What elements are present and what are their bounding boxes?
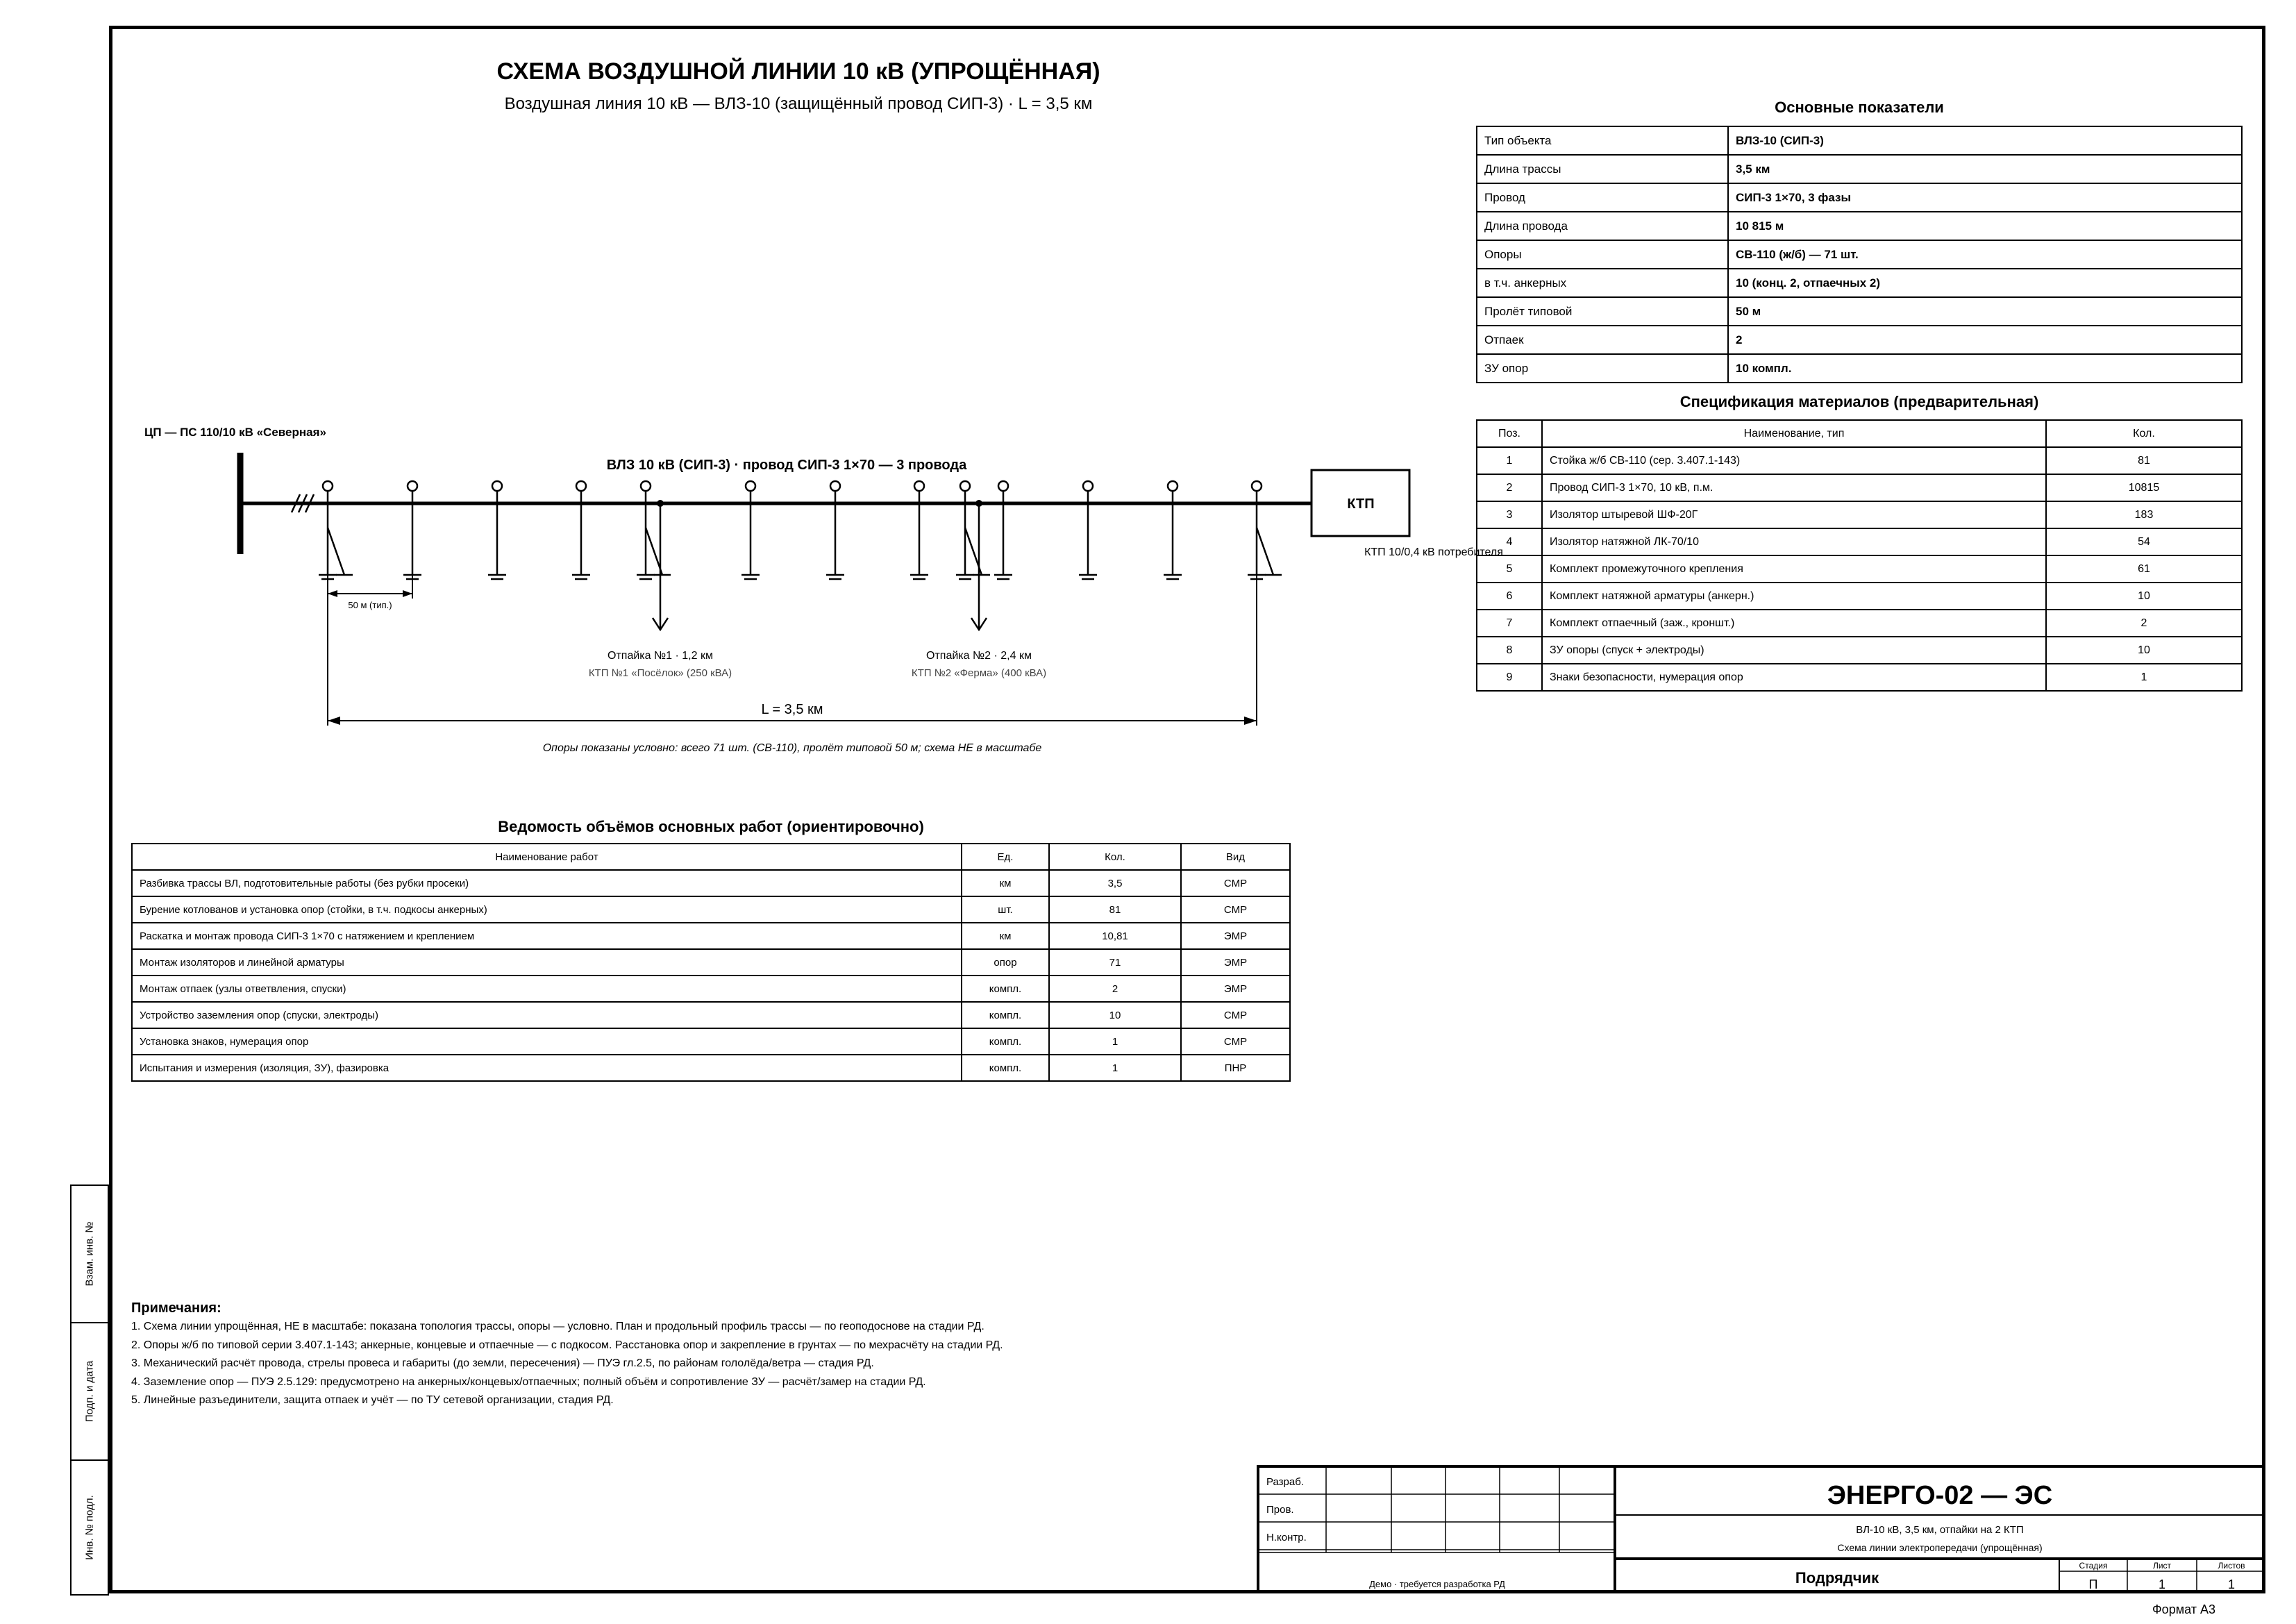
spec-qty: 10: [2046, 637, 2242, 664]
indicator-value: СИП-3 1×70, 3 фазы: [1728, 183, 2242, 212]
spec-row: [1477, 528, 2242, 555]
works-qty: 71: [1049, 949, 1181, 976]
spec-name: ЗУ опоры (спуск + электроды): [1542, 637, 2046, 664]
works-name: Испытания и измерения (изоляция, ЗУ), фазировка: [132, 1055, 962, 1081]
works-qty: 3,5: [1049, 870, 1181, 896]
dim-arrow-right: [1244, 717, 1257, 725]
spec-title: Спецификация материалов (предварительная): [1679, 393, 2039, 410]
spec-row: [1477, 501, 2242, 528]
spec-row: [1477, 583, 2242, 610]
anchor-pole: [956, 481, 990, 579]
works-name: Раскатка и монтаж провода СИП-3 1×70 с натяжением и креплением: [132, 923, 962, 949]
spec-name: Комплект отпаечный (заж., кроншт.): [1542, 610, 2046, 637]
side-label-sign: Подп. и дата: [83, 1360, 96, 1423]
pole: [1079, 481, 1097, 579]
works-table: [131, 843, 1291, 1082]
span-arrow-left: [328, 590, 337, 597]
spec-qty: 1: [2046, 664, 2242, 691]
works-row: [132, 976, 1290, 1002]
stamp-org: Подрядчик: [1795, 1569, 1879, 1587]
indicator-key: Тип объекта: [1477, 126, 1728, 155]
branch1-node: [657, 500, 664, 507]
side-cell-sign: [72, 1323, 108, 1461]
spec-row: [1477, 637, 2242, 664]
stamp-demo: Демо · требуется разработка РД: [1369, 1579, 1505, 1589]
spec-pos: 5: [1477, 555, 1542, 583]
works-name: Бурение котлованов и установка опор (стойки, в т.ч. подкосы анкерных): [132, 896, 962, 923]
works-row: [132, 1028, 1290, 1055]
indicator-key: Отпаек: [1477, 326, 1728, 354]
works-unit: км: [962, 870, 1049, 896]
note-item: 4. Заземление опор — ПУЭ 2.5.129: предусмотрено на анкерных/концевых/отпаечных; полный объём и сопротивление ЗУ — расчёт/замер на стадии РД.: [131, 1375, 926, 1388]
works-type: СМР: [1181, 896, 1290, 923]
indicator-key: Длина трассы: [1477, 155, 1728, 183]
stamp-role-check: Пров.: [1266, 1504, 1294, 1516]
note-item: 1. Схема линии упрощённая, НЕ в масштабе: показана топология трассы, опоры — условно. План и продольный профиль трассы — по геоподоснове на стадии РД.: [131, 1321, 984, 1332]
works-unit: компл.: [962, 1055, 1049, 1081]
spec-name: Изолятор натяжной ЛК-70/10: [1542, 528, 2046, 555]
anchor-pole: [1248, 481, 1282, 579]
spec-qty: 81: [2046, 447, 2242, 474]
spec-pos: 2: [1477, 474, 1542, 501]
spec-name: Провод СИП-3 1×70, 10 кВ, п.м.: [1542, 474, 2046, 501]
indicator-value: 3,5 км: [1728, 155, 2242, 183]
indicator-row: [1477, 155, 2242, 183]
spec-header-name: Наименование, тип: [1542, 420, 2046, 447]
ktp-label: КТП: [1347, 496, 1375, 512]
works-type: СМР: [1181, 870, 1290, 896]
indicator-value: 50 м: [1728, 297, 2242, 326]
spec-header-pos: Поз.: [1477, 420, 1542, 447]
works-type: СМР: [1181, 1002, 1290, 1028]
works-qty: 81: [1049, 896, 1181, 923]
pole: [1164, 481, 1182, 579]
works-row: [132, 949, 1290, 976]
works-name: Устройство заземления опор (спуски, электроды): [132, 1002, 962, 1028]
sheet-format: Формат А3: [2152, 1602, 2215, 1616]
spec-pos: 8: [1477, 637, 1542, 664]
spec-table: [1476, 419, 2243, 692]
indicator-row: [1477, 354, 2242, 383]
stamp-role-norm: Н.контр.: [1266, 1532, 1307, 1543]
works-type: ЭМР: [1181, 976, 1290, 1002]
indicator-value: 10 компл.: [1728, 354, 2242, 383]
spec-qty: 183: [2046, 501, 2242, 528]
spec-name: Изолятор штыревой ШФ-20Г: [1542, 501, 2046, 528]
indicator-key: ЗУ опор: [1477, 354, 1728, 383]
side-label-replace: Взам. инв. №: [83, 1221, 96, 1287]
spec-pos: 6: [1477, 583, 1542, 610]
indicator-value: 2: [1728, 326, 2242, 354]
spec-name: Стойка ж/б СВ-110 (сер. 3.407.1-143): [1542, 447, 2046, 474]
works-row: [132, 1002, 1290, 1028]
works-row: [132, 1055, 1290, 1081]
indicator-key: Провод: [1477, 183, 1728, 212]
line-diagram: [0, 0, 1503, 778]
works-row: [132, 870, 1290, 896]
spec-pos: 9: [1477, 664, 1542, 691]
works-type: ЭМР: [1181, 949, 1290, 976]
works-type: СМР: [1181, 1028, 1290, 1055]
side-cell-replace: [72, 1186, 108, 1323]
title-block: [1257, 1465, 2265, 1593]
branch2-sub: КТП №2 «Ферма» (400 кВА): [911, 667, 1047, 679]
side-strip: [70, 1184, 109, 1596]
indicator-row: [1477, 326, 2242, 354]
indicator-value: 10 (конц. 2, отпаечных 2): [1728, 269, 2242, 297]
sheet-subtitle: Воздушная линия 10 кВ — ВЛЗ-10 (защищённый провод СИП-3) · L = 3,5 км: [504, 94, 1093, 113]
indicators-title: Основные показатели: [1775, 99, 1944, 116]
works-row: [132, 896, 1290, 923]
branch2-title: Отпайка №2 · 2,4 км: [926, 650, 1032, 662]
pole: [741, 481, 760, 579]
dim-arrow-left: [328, 717, 340, 725]
indicator-row: [1477, 269, 2242, 297]
side-label-inv: Инв. № подл.: [83, 1495, 96, 1560]
indicator-key: Длина провода: [1477, 212, 1728, 240]
pole: [994, 481, 1012, 579]
title-block-grid: [1259, 1468, 2265, 1593]
indicator-key: Пролёт типовой: [1477, 297, 1728, 326]
works-unit: компл.: [962, 1002, 1049, 1028]
spec-row: [1477, 447, 2242, 474]
notes-title: Примечания:: [131, 1300, 221, 1316]
works-qty: 1: [1049, 1028, 1181, 1055]
spec-header-qty: Кол.: [2046, 420, 2242, 447]
spec-name: Знаки безопасности, нумерация опор: [1542, 664, 2046, 691]
notes-block: [131, 1298, 1003, 1410]
works-unit: опор: [962, 949, 1049, 976]
spec-qty: 54: [2046, 528, 2242, 555]
spec-pos: 1: [1477, 447, 1542, 474]
works-qty: 1: [1049, 1055, 1181, 1081]
works-type: ЭМР: [1181, 923, 1290, 949]
spec-qty: 10815: [2046, 474, 2242, 501]
branch2-node: [975, 500, 982, 507]
stamp-role-dev: Разраб.: [1266, 1476, 1305, 1488]
pole: [826, 481, 844, 579]
spec-qty: 61: [2046, 555, 2242, 583]
works-name: Разбивка трассы ВЛ, подготовительные работы (без рубки просеки): [132, 870, 962, 896]
line-label: ВЛЗ 10 кВ (СИП-3) · провод СИП-3 1×70 — 3 провода: [606, 458, 967, 473]
note-item: 3. Механический расчёт провода, стрелы провеса и габариты (до земли, пересечения) — ПУЭ гл.2.5, по районам гололёда/ветра — стадия РД.: [131, 1357, 874, 1369]
spec-name: Комплект промежуточного крепления: [1542, 555, 2046, 583]
works-unit: компл.: [962, 1028, 1049, 1055]
stamp-desc2: Схема линии электропередачи (упрощённая): [1837, 1542, 2043, 1553]
note-item: 2. Опоры ж/б по типовой серии 3.407.1-143; анкерные, концевые и отпаечные — с подкосом. Расстановка опор и закрепление в грунтах — по мехрасчёту на стадии РД.: [131, 1339, 1003, 1351]
spec-header-row: [1477, 420, 2242, 447]
source-label: ЦП — ПС 110/10 кВ «Северная»: [144, 426, 326, 439]
works-title: Ведомость объёмов основных работ (ориентировочно): [498, 818, 924, 835]
works-header-row: [132, 844, 1290, 870]
works-qty: 2: [1049, 976, 1181, 1002]
sheet-title: СХЕМА ВОЗДУШНОЙ ЛИНИИ 10 кВ (УПРОЩЁННАЯ): [496, 58, 1100, 85]
side-cell-inv: [72, 1461, 108, 1594]
pole: [910, 481, 928, 579]
pole: [572, 481, 590, 579]
branch1-title: Отпайка №1 · 1,2 км: [607, 650, 713, 662]
stamp-sheets: 1: [2227, 1577, 2236, 1591]
stamp-sheet: 1: [2158, 1577, 2166, 1591]
works-type: ПНР: [1181, 1055, 1290, 1081]
pole: [488, 481, 506, 579]
spec-qty: 10: [2046, 583, 2242, 610]
phase-marks: [292, 494, 314, 512]
works-unit: шт.: [962, 896, 1049, 923]
spec-row: [1477, 610, 2242, 637]
works-qty: 10: [1049, 1002, 1181, 1028]
works-qty: 10,81: [1049, 923, 1181, 949]
indicator-value: СВ-110 (ж/б) — 71 шт.: [1728, 240, 2242, 269]
works-unit: компл.: [962, 976, 1049, 1002]
works-unit: км: [962, 923, 1049, 949]
note-item: 5. Линейные разъединители, защита отпаек и учёт — по ТУ сетевой организации, стадия РД.: [131, 1394, 614, 1406]
spec-row: [1477, 555, 2242, 583]
works-header-qty: Кол.: [1049, 844, 1181, 870]
indicator-key: Опоры: [1477, 240, 1728, 269]
stamp-h-sheet: Лист: [2152, 1561, 2172, 1571]
diagram-note: Опоры показаны условно: всего 71 шт. (СВ-110), пролёт типовой 50 м; схема НЕ в масштабе: [542, 742, 1042, 754]
spec-pos: 4: [1477, 528, 1542, 555]
spec-row: [1477, 474, 2242, 501]
stamp-h-stage: Стадия: [2079, 1561, 2108, 1571]
indicator-value: 10 815 м: [1728, 212, 2242, 240]
works-row: [132, 923, 1290, 949]
spec-qty: 2: [2046, 610, 2242, 637]
indicator-value: ВЛЗ-10 (СИП-3): [1728, 126, 2242, 155]
indicator-row: [1477, 126, 2242, 155]
stamp-desc1: ВЛ-10 кВ, 3,5 км, отпайки на 2 КТП: [1856, 1524, 2024, 1536]
anchor-pole: [637, 481, 671, 579]
anchor-pole: [319, 481, 353, 579]
length-label: L = 3,5 км: [761, 702, 823, 717]
indicator-row: [1477, 297, 2242, 326]
works-header-unit: Ед.: [962, 844, 1049, 870]
span-arrow-right: [403, 590, 412, 597]
indicator-key: в т.ч. анкерных: [1477, 269, 1728, 297]
works-name: Монтаж отпаек (узлы ответвления, спуски): [132, 976, 962, 1002]
works-name: Установка знаков, нумерация опор: [132, 1028, 962, 1055]
stamp-h-sheets: Листов: [2218, 1561, 2245, 1571]
indicator-row: [1477, 240, 2242, 269]
ktp-caption: КТП 10/0,4 кВ потребителя: [1364, 546, 1503, 558]
indicators-table: [1476, 126, 2243, 383]
pole: [403, 481, 421, 579]
stamp-stage: П: [2088, 1577, 2098, 1591]
indicator-row: [1477, 212, 2242, 240]
spec-row: [1477, 664, 2242, 691]
stamp-code: ЭНЕРГО-02 — ЭС: [1827, 1481, 2053, 1510]
works-name: Монтаж изоляторов и линейной арматуры: [132, 949, 962, 976]
indicator-row: [1477, 183, 2242, 212]
spec-name: Комплект натяжной арматуры (анкерн.): [1542, 583, 2046, 610]
branch1-sub: КТП №1 «Посёлок» (250 кВА): [588, 667, 732, 679]
works-header-name: Наименование работ: [132, 844, 962, 870]
span-label: 50 м (тип.): [348, 600, 392, 610]
spec-pos: 7: [1477, 610, 1542, 637]
spec-pos: 3: [1477, 501, 1542, 528]
works-header-type: Вид: [1181, 844, 1290, 870]
